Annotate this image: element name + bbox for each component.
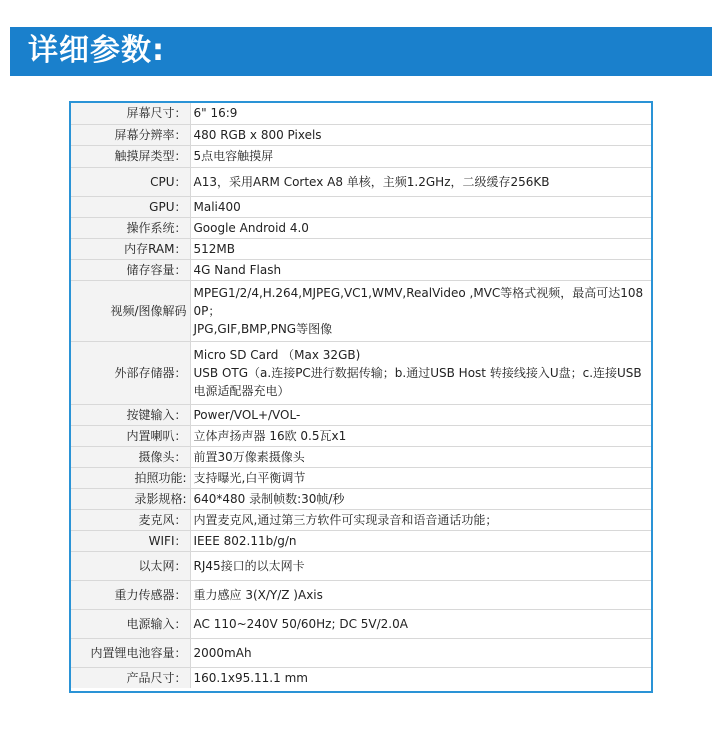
page-title: 详细参数: xyxy=(28,33,165,68)
spec-row xyxy=(71,167,651,196)
spec-value xyxy=(190,217,651,238)
spec-value xyxy=(190,167,651,196)
spec-row xyxy=(71,145,651,167)
spec-value xyxy=(190,446,651,467)
spec-value xyxy=(190,103,651,124)
spec-value-line: 480 RGB x 800 Pixels xyxy=(193,127,322,142)
spec-label: 麦克风： xyxy=(71,509,190,530)
spec-row xyxy=(71,404,651,425)
spec-row xyxy=(71,280,651,341)
spec-row xyxy=(71,217,651,238)
spec-value xyxy=(190,280,651,341)
spec-row xyxy=(71,667,651,688)
spec-row xyxy=(71,580,651,609)
spec-label: 摄像头： xyxy=(71,446,190,467)
spec-row xyxy=(71,196,651,217)
spec-value xyxy=(190,551,651,580)
spec-value-line: 5点电容触摸屏 xyxy=(193,149,274,163)
spec-row xyxy=(71,446,651,467)
spec-value-line: 4G Nand Flash xyxy=(193,262,282,277)
spec-row xyxy=(71,638,651,667)
spec-value xyxy=(190,509,651,530)
spec-value-line: 6" 16:9 xyxy=(193,106,238,121)
spec-value xyxy=(190,196,651,217)
spec-value-line: AC 110~240V 50/60Hz; DC 5V/2.0A xyxy=(193,616,408,631)
spec-value xyxy=(190,238,651,259)
spec-row xyxy=(71,259,651,280)
spec-label: 拍照功能: xyxy=(71,467,190,488)
spec-value-line: Mali400 xyxy=(193,199,241,214)
spec-value-line: Google Android 4.0 xyxy=(193,220,309,235)
spec-value-line: USB OTG（a.连接PC进行数据传输；b.通过USB Host 转接线接入U盘；c.连接USB 电源适配器充电） xyxy=(193,365,642,398)
spec-row xyxy=(71,103,651,124)
spec-label: WIFI： xyxy=(71,530,190,551)
spec-row xyxy=(71,551,651,580)
spec-value-line: 前置30万像素摄像头 xyxy=(193,449,305,464)
spec-value xyxy=(190,425,651,446)
spec-table xyxy=(71,103,651,688)
title-banner xyxy=(10,27,712,76)
spec-row xyxy=(71,509,651,530)
spec-value xyxy=(190,124,651,145)
spec-value xyxy=(190,341,651,404)
spec-value xyxy=(190,467,651,488)
spec-value xyxy=(190,530,651,551)
spec-label: 录影规格: xyxy=(71,488,190,509)
spec-value-line: RJ45接口的以太网卡 xyxy=(193,558,305,573)
spec-label: GPU： xyxy=(71,196,190,217)
spec-value-line: A13，采用ARM Cortex A8 单核，主频1.2GHz，二级缓存256KB xyxy=(193,174,550,189)
spec-label: 触摸屏类型： xyxy=(71,145,190,167)
spec-value xyxy=(190,404,651,425)
spec-row xyxy=(71,341,651,404)
spec-label: 重力传感器： xyxy=(71,580,190,609)
spec-label: 屏幕分辨率： xyxy=(71,124,190,145)
spec-value-line: IEEE 802.11b/g/n xyxy=(193,533,297,548)
spec-label: 按键输入： xyxy=(71,404,190,425)
spec-value-line: 160.1x95.11.1 mm xyxy=(193,670,308,685)
spec-row xyxy=(71,488,651,509)
spec-row xyxy=(71,609,651,638)
spec-value xyxy=(190,667,651,688)
spec-value xyxy=(190,638,651,667)
spec-row xyxy=(71,467,651,488)
spec-value-line: 支持曝光,白平衡调节 xyxy=(193,470,306,485)
spec-row xyxy=(71,124,651,145)
spec-value-line: JPG,GIF,BMP,PNG等图像 xyxy=(193,321,333,336)
spec-row xyxy=(71,530,651,551)
spec-value xyxy=(190,488,651,509)
spec-value xyxy=(190,259,651,280)
spec-label: 内置锂电池容量： xyxy=(71,638,190,667)
spec-value-line: 重力感应 3(X/Y/Z )Axis xyxy=(193,587,323,602)
spec-value-line: 内置麦克风,通过第三方软件可实现录音和语音通话功能； xyxy=(193,512,498,527)
spec-label: 以太网： xyxy=(71,551,190,580)
spec-label: CPU： xyxy=(71,167,190,196)
spec-value xyxy=(190,580,651,609)
spec-value-line: 立体声扬声器 16欧 0.5瓦x1 xyxy=(193,428,347,443)
spec-value xyxy=(190,609,651,638)
spec-value-line: 512MB xyxy=(193,241,235,256)
spec-table-frame xyxy=(69,101,653,693)
spec-label: 内置喇叭： xyxy=(71,425,190,446)
spec-value-line: MPEG1/2/4,H.264,MJPEG,VC1,WMV,RealVideo ,MVC等格式视频，最高可达1080P； xyxy=(193,285,644,318)
spec-label: 操作系统： xyxy=(71,217,190,238)
spec-label: 储存容量： xyxy=(71,259,190,280)
spec-label: 外部存储器： xyxy=(71,341,190,404)
spec-row xyxy=(71,238,651,259)
spec-value-line: 640*480 录制帧数:30帧/秒 xyxy=(193,491,345,506)
spec-label: 内存RAM： xyxy=(71,238,190,259)
spec-value-line: Micro SD Card （Max 32GB) xyxy=(193,347,361,362)
spec-value-line: 2000mAh xyxy=(193,645,252,660)
spec-value-line: Power/VOL+/VOL- xyxy=(193,407,301,422)
spec-label: 屏幕尺寸： xyxy=(71,103,190,124)
spec-label: 产品尺寸： xyxy=(71,667,190,688)
spec-row xyxy=(71,425,651,446)
spec-label: 视频/图像解码 xyxy=(71,280,190,341)
spec-label: 电源输入： xyxy=(71,609,190,638)
spec-value xyxy=(190,145,651,167)
